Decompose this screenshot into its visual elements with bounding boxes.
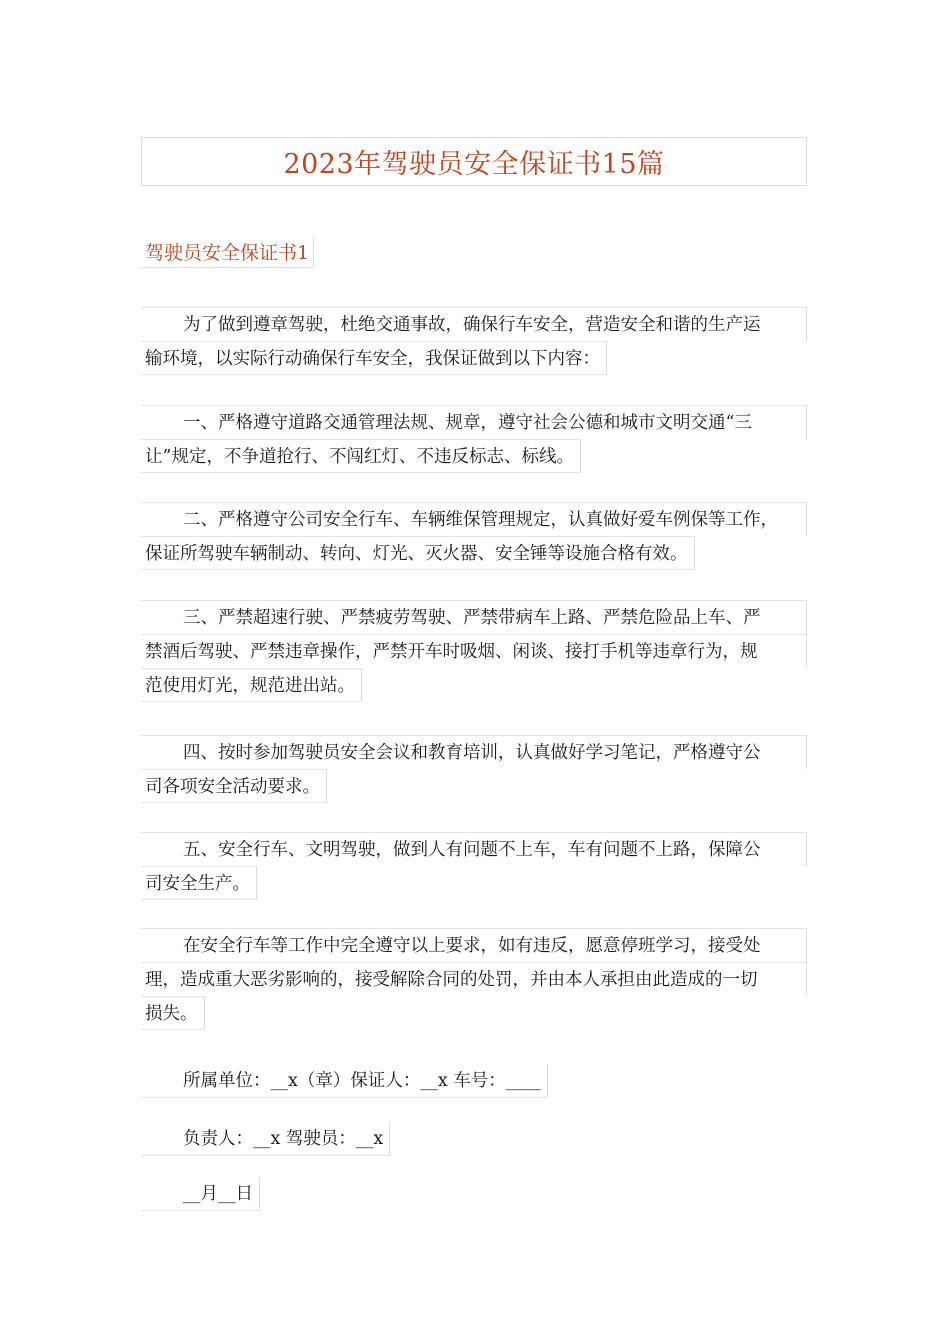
document-title-box — [141, 137, 807, 186]
paragraph-intro — [141, 307, 807, 375]
paragraph-line: 三、严禁超速行驶、严禁疲劳驾驶、严禁带病车上路、严禁危险品上车、严 — [141, 600, 807, 634]
paragraph-line: 一、严格遵守道路交通管理法规、规章，遵守社会公德和城市文明交通“三 — [141, 405, 807, 439]
signature-responsible-line: 负责人：__x 驾驶员：__x — [141, 1122, 390, 1156]
paragraph-commitment — [141, 928, 807, 1030]
signature-date — [141, 1177, 807, 1211]
document-title: 2023年驾驶员安全保证书15篇 — [283, 149, 665, 180]
paragraph-item-4 — [141, 735, 807, 803]
paragraph-line: 司安全生产。 — [141, 866, 257, 900]
signature-responsible — [141, 1122, 807, 1156]
paragraph-line: 输环境，以实际行动确保行车安全，我保证做到以下内容： — [141, 341, 607, 375]
signature-unit-line: 所属单位：__x（章）保证人：__x 车号：____ — [141, 1064, 548, 1098]
paragraph-line: 让”规定，不争道抢行、不闯红灯、不违反标志、标线。 — [141, 439, 581, 473]
paragraph-line: 禁酒后驾驶、严禁违章操作，严禁开车时吸烟、闲谈、接打手机等违章行为，规 — [141, 634, 807, 668]
paragraph-line: 四、按时参加驾驶员安全会议和教育培训，认真做好学习笔记，严格遵守公 — [141, 735, 807, 769]
section-heading-box — [141, 236, 314, 268]
paragraph-line: 五、安全行车、文明驾驶，做到人有问题不上车，车有问题不上路，保障公 — [141, 832, 807, 866]
section-heading: 驾驶员安全保证书1 — [145, 242, 310, 264]
paragraph-item-3 — [141, 600, 807, 702]
paragraph-line: 保证所驾驶车辆制动、转向、灯光、灭火器、安全锤等设施合格有效。 — [141, 536, 695, 570]
paragraph-line: 在安全行车等工作中完全遵守以上要求，如有违反，愿意停班学习，接受处 — [141, 928, 807, 962]
paragraph-line: 司各项安全活动要求。 — [141, 769, 327, 803]
paragraph-line: 二、严格遵守公司安全行车、车辆维保管理规定，认真做好爱车例保等工作， — [141, 502, 807, 536]
paragraph-item-5 — [141, 832, 807, 900]
paragraph-line: 损失。 — [141, 996, 205, 1030]
paragraph-item-1 — [141, 405, 807, 473]
signature-unit — [141, 1064, 807, 1098]
paragraph-line: 范使用灯光，规范进出站。 — [141, 668, 362, 702]
signature-date-line: __月__日 — [141, 1177, 260, 1211]
paragraph-line: 为了做到遵章驾驶，杜绝交通事故，确保行车安全，营造安全和谐的生产运 — [141, 307, 807, 341]
paragraph-item-2 — [141, 502, 807, 570]
paragraph-line: 理，造成重大恶劣影响的，接受解除合同的处罚，并由本人承担由此造成的一切 — [141, 962, 807, 996]
